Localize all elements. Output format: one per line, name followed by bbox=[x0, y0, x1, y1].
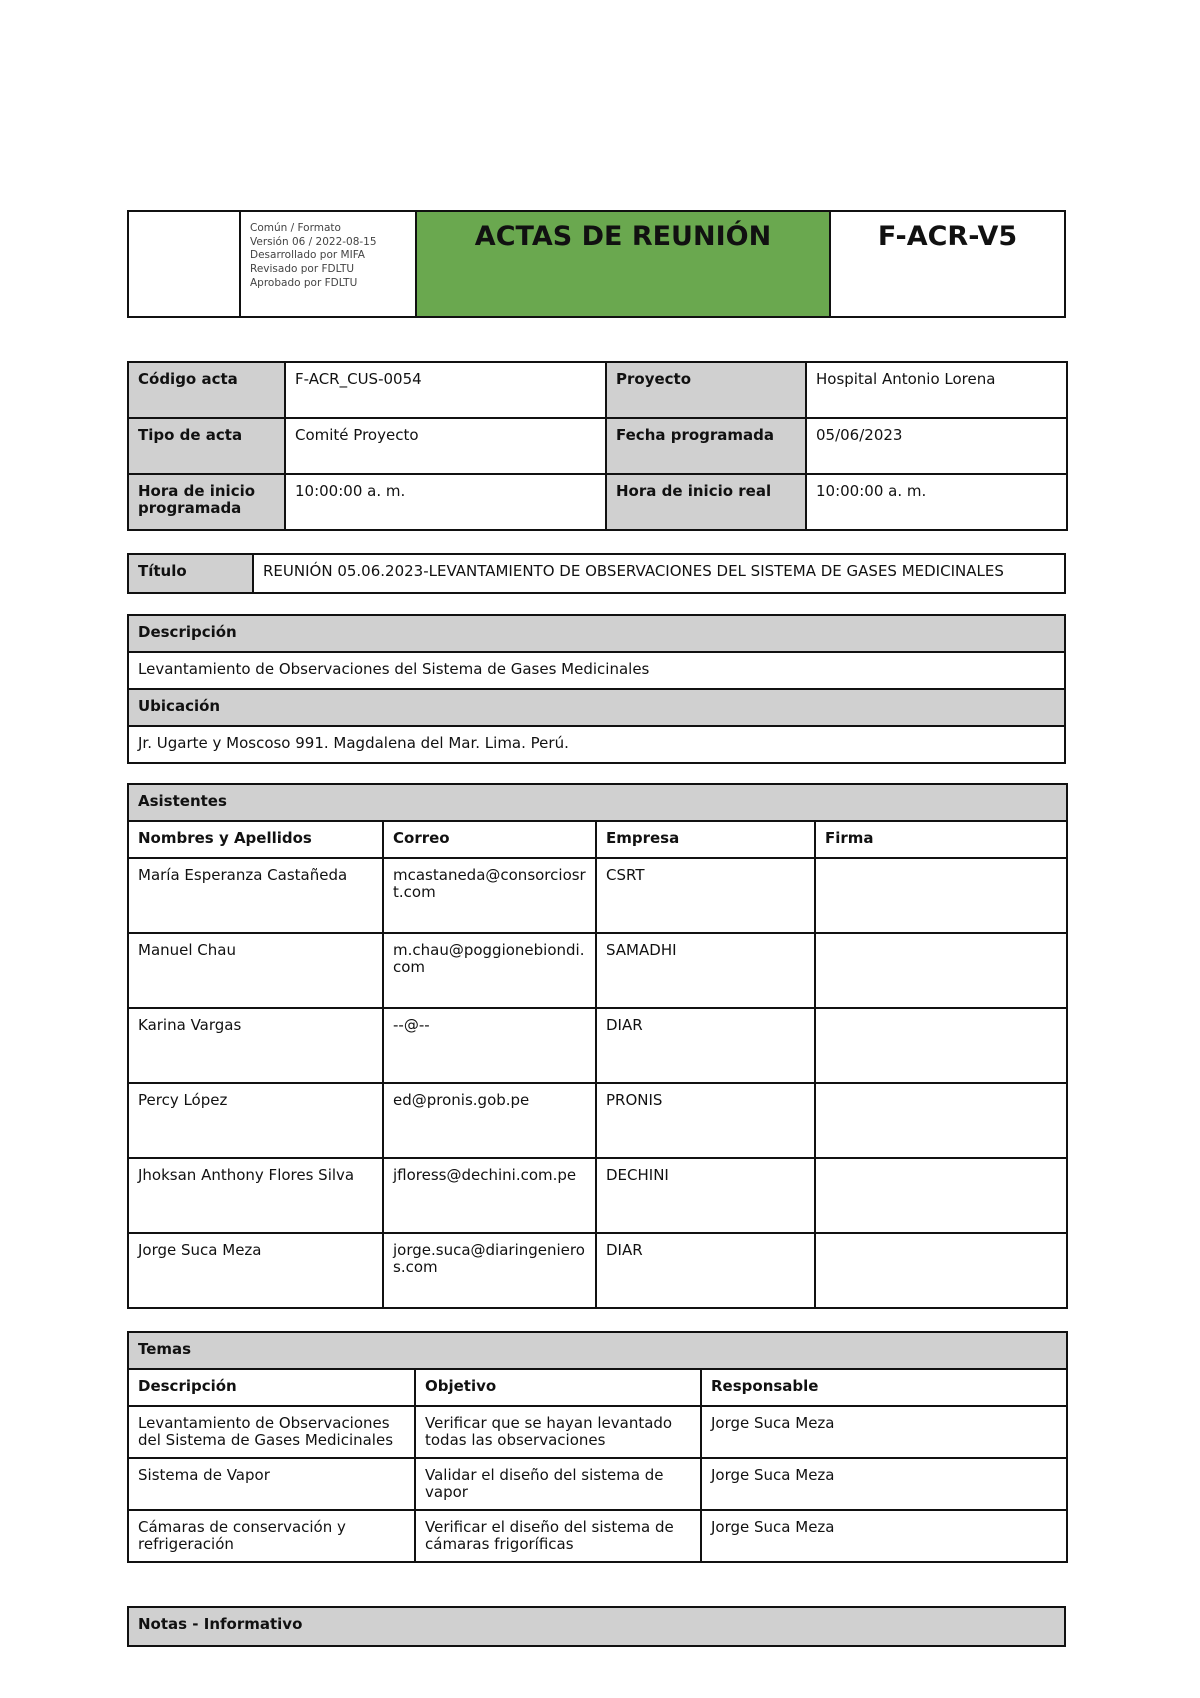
notes-table bbox=[127, 1606, 1066, 1647]
topic-objective: Validar el diseño del sistema de vapor bbox=[415, 1458, 701, 1510]
document-title: ACTAS DE REUNIÓN bbox=[416, 211, 830, 317]
table-row bbox=[128, 1510, 1067, 1562]
attendee-company: PRONIS bbox=[596, 1083, 815, 1158]
attendee-email: jorge.suca@diaringenieros.com bbox=[383, 1233, 596, 1308]
codigo-value: F-ACR_CUS-0054 bbox=[285, 362, 606, 418]
descripcion-value: Levantamiento de Observaciones del Sistema de Gases Medicinales bbox=[128, 652, 1065, 689]
ubicacion-value: Jr. Ugarte y Moscoso 991. Magdalena del Mar. Lima. Perú. bbox=[128, 726, 1065, 763]
meeting-title-table bbox=[127, 553, 1066, 594]
attendee-email: mcastaneda@consorciosrt.com bbox=[383, 858, 596, 933]
titulo-value: REUNIÓN 05.06.2023-LEVANTAMIENTO DE OBSERVACIONES DEL SISTEMA DE GASES MEDICINALES bbox=[253, 554, 1065, 593]
topic-responsible: Jorge Suca Meza bbox=[701, 1406, 1067, 1458]
attendee-email: m.chau@poggionebiondi.com bbox=[383, 933, 596, 1008]
attendee-company: SAMADHI bbox=[596, 933, 815, 1008]
codigo-label: Código acta bbox=[128, 362, 285, 418]
column-header: Responsable bbox=[701, 1369, 1067, 1406]
topic-description: Levantamiento de Observaciones del Sistema de Gases Medicinales bbox=[128, 1406, 415, 1458]
fecha-value: 05/06/2023 bbox=[806, 418, 1067, 474]
asistentes-title: Asistentes bbox=[128, 784, 1067, 821]
attendee-signature[interactable] bbox=[815, 1158, 1067, 1233]
logo-cell bbox=[128, 211, 240, 317]
attendee-name: Percy López bbox=[128, 1083, 383, 1158]
meta-developed-by: Desarrollado por MIFA bbox=[250, 249, 365, 262]
column-header: Correo bbox=[383, 821, 596, 858]
meeting-info-table bbox=[127, 361, 1068, 531]
attendee-name: Manuel Chau bbox=[128, 933, 383, 1008]
attendee-signature[interactable] bbox=[815, 933, 1067, 1008]
meta-category: Común / Formato bbox=[250, 222, 341, 234]
description-table bbox=[127, 614, 1066, 764]
topic-objective: Verificar el diseño del sistema de cámaras frigoríficas bbox=[415, 1510, 701, 1562]
ubicacion-label: Ubicación bbox=[128, 689, 1065, 726]
meta-version: Versión 06 / 2022-08-15 bbox=[250, 235, 377, 248]
attendee-email: --@-- bbox=[383, 1008, 596, 1083]
table-row bbox=[128, 1083, 1067, 1158]
table-row bbox=[128, 858, 1067, 933]
tipo-value: Comité Proyecto bbox=[285, 418, 606, 474]
document-metadata bbox=[240, 211, 416, 317]
attendee-company: DIAR bbox=[596, 1233, 815, 1308]
column-header: Empresa bbox=[596, 821, 815, 858]
attendee-company: DECHINI bbox=[596, 1158, 815, 1233]
hora-programada-label: Hora de inicio programada bbox=[128, 474, 285, 530]
attendee-company: DIAR bbox=[596, 1008, 815, 1083]
table-row bbox=[128, 933, 1067, 1008]
column-header: Nombres y Apellidos bbox=[128, 821, 383, 858]
fecha-label: Fecha programada bbox=[606, 418, 806, 474]
meta-approved-by: Aprobado por FDLTU bbox=[250, 276, 358, 289]
attendee-signature[interactable] bbox=[815, 858, 1067, 933]
form-header bbox=[127, 210, 1066, 318]
attendee-name: María Esperanza Castañeda bbox=[128, 858, 383, 933]
topic-objective: Verificar que se hayan levantado todas las observaciones bbox=[415, 1406, 701, 1458]
hora-real-label: Hora de inicio real bbox=[606, 474, 806, 530]
form-code: F-ACR-V5 bbox=[830, 211, 1065, 317]
topics-table bbox=[127, 1331, 1068, 1563]
topic-description: Cámaras de conservación y refrigeración bbox=[128, 1510, 415, 1562]
meta-reviewed-by: Revisado por FDLTU bbox=[250, 262, 355, 275]
titulo-label: Título bbox=[128, 554, 253, 593]
proyecto-value: Hospital Antonio Lorena bbox=[806, 362, 1067, 418]
table-row bbox=[128, 1158, 1067, 1233]
proyecto-label: Proyecto bbox=[606, 362, 806, 418]
hora-programada-value: 10:00:00 a. m. bbox=[285, 474, 606, 530]
topic-responsible: Jorge Suca Meza bbox=[701, 1510, 1067, 1562]
descripcion-label: Descripción bbox=[128, 615, 1065, 652]
table-row bbox=[128, 1406, 1067, 1458]
attendee-signature[interactable] bbox=[815, 1008, 1067, 1083]
topic-responsible: Jorge Suca Meza bbox=[701, 1458, 1067, 1510]
column-header: Descripción bbox=[128, 1369, 415, 1406]
tipo-label: Tipo de acta bbox=[128, 418, 285, 474]
notas-title: Notas - Informativo bbox=[128, 1607, 1065, 1646]
attendee-name: Karina Vargas bbox=[128, 1008, 383, 1083]
table-row bbox=[128, 1233, 1067, 1308]
temas-title: Temas bbox=[128, 1332, 1067, 1369]
attendee-name: Jorge Suca Meza bbox=[128, 1233, 383, 1308]
hora-real-value: 10:00:00 a. m. bbox=[806, 474, 1067, 530]
column-header: Objetivo bbox=[415, 1369, 701, 1406]
column-header: Firma bbox=[815, 821, 1067, 858]
attendee-signature[interactable] bbox=[815, 1083, 1067, 1158]
attendee-signature[interactable] bbox=[815, 1233, 1067, 1308]
topic-description: Sistema de Vapor bbox=[128, 1458, 415, 1510]
attendees-table bbox=[127, 783, 1068, 1309]
attendee-company: CSRT bbox=[596, 858, 815, 933]
table-row bbox=[128, 1458, 1067, 1510]
table-row bbox=[128, 1008, 1067, 1083]
attendee-email: jfloress@dechini.com.pe bbox=[383, 1158, 596, 1233]
attendee-name: Jhoksan Anthony Flores Silva bbox=[128, 1158, 383, 1233]
attendee-email: ed@pronis.gob.pe bbox=[383, 1083, 596, 1158]
